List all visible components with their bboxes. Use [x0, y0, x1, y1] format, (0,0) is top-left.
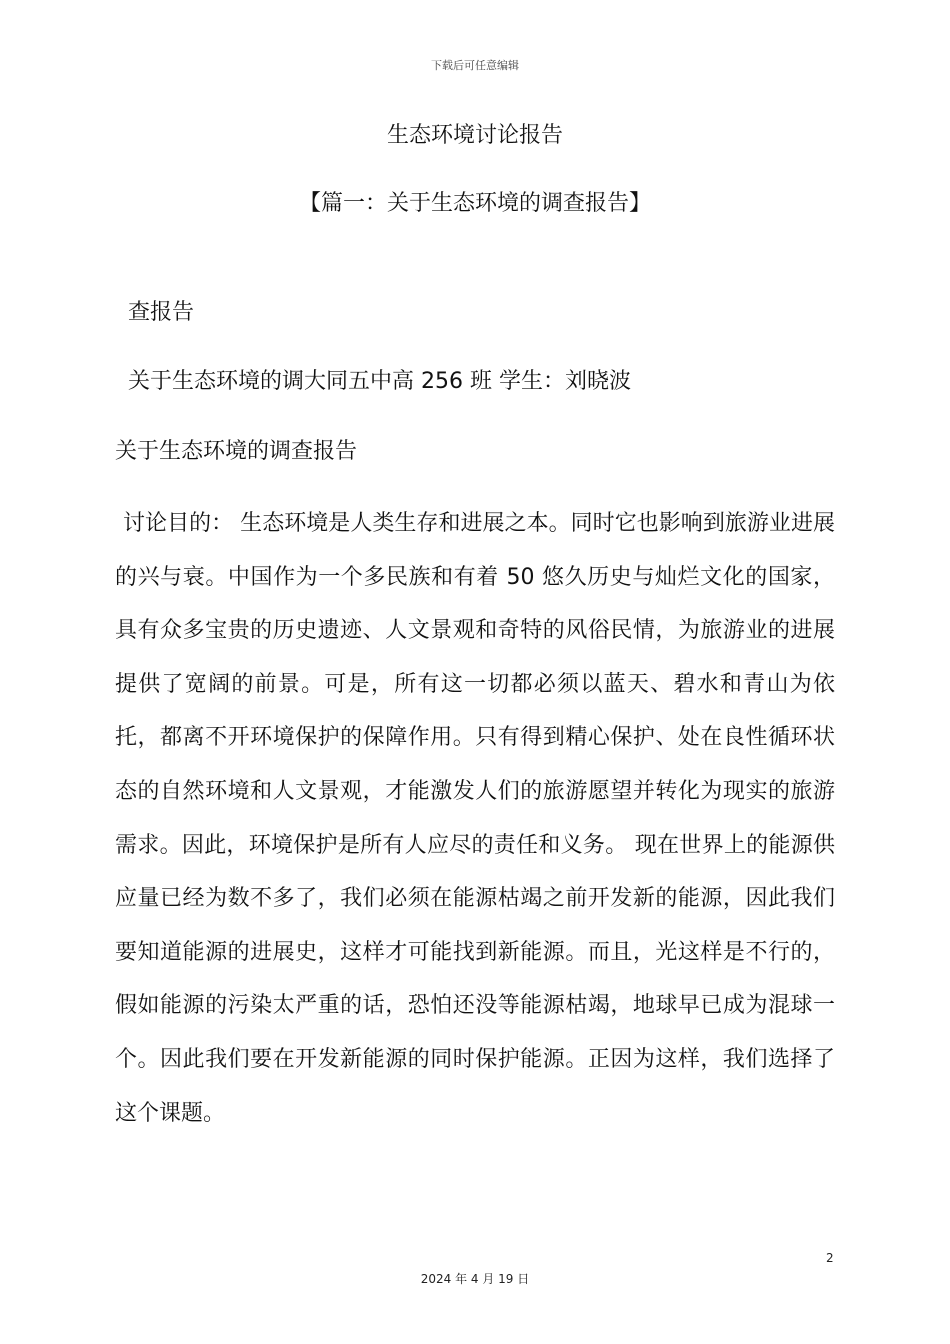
report-heading: 关于生态环境的调查报告	[115, 439, 358, 464]
body-paragraph: 讨论目的： 生态环境是人类生存和进展之本。同时它也影响到旅游业进展的兴与衰。中国作为一个多民族和有着 50 悠久历史与灿烂文化的国家，具有众多宝贵的历史遗迹、人文景观和奇特的风俗民情，为旅游业的进展提供了宽阔的前景。可是，所有这一切都必须以蓝天、碧水和青山为依托，都离不开环境保护的保障作用。只有得到精心保护、处在良性循环状态的自然环境和人文景观，才能激发人们的旅游愿望并转化为现实的旅游需求。因此，环境保护是所有人应尽的责任和义务。 现在世界上的能源供应量已经为数不多了，我们必须在能源枯竭之前开发新的能源，因此我们要知道能源的进展史，这样才可能找到新能源。而且，光这样是不行的，假如能源的污染太严重的话，恐怕还没等能源枯竭，地球早已成为混球一个。因此我们要在开发新能源的同时保护能源。正因为这样，我们选择了这个课题。	[115, 511, 835, 1126]
footer-date: 2024 年 4 月 19 日	[420, 1272, 530, 1286]
section-heading: 【篇一：关于生态环境的调查报告】	[298, 191, 651, 216]
document-title: 生态环境讨论报告	[386, 123, 563, 148]
page-number: 2	[826, 1251, 834, 1265]
header-note: 下载后可任意编辑	[431, 59, 519, 72]
text-line-report-fragment: 查报告	[128, 300, 195, 325]
text-line-author-info: 关于生态环境的调大同五中高 256 班 学生：刘晓波	[128, 369, 631, 394]
